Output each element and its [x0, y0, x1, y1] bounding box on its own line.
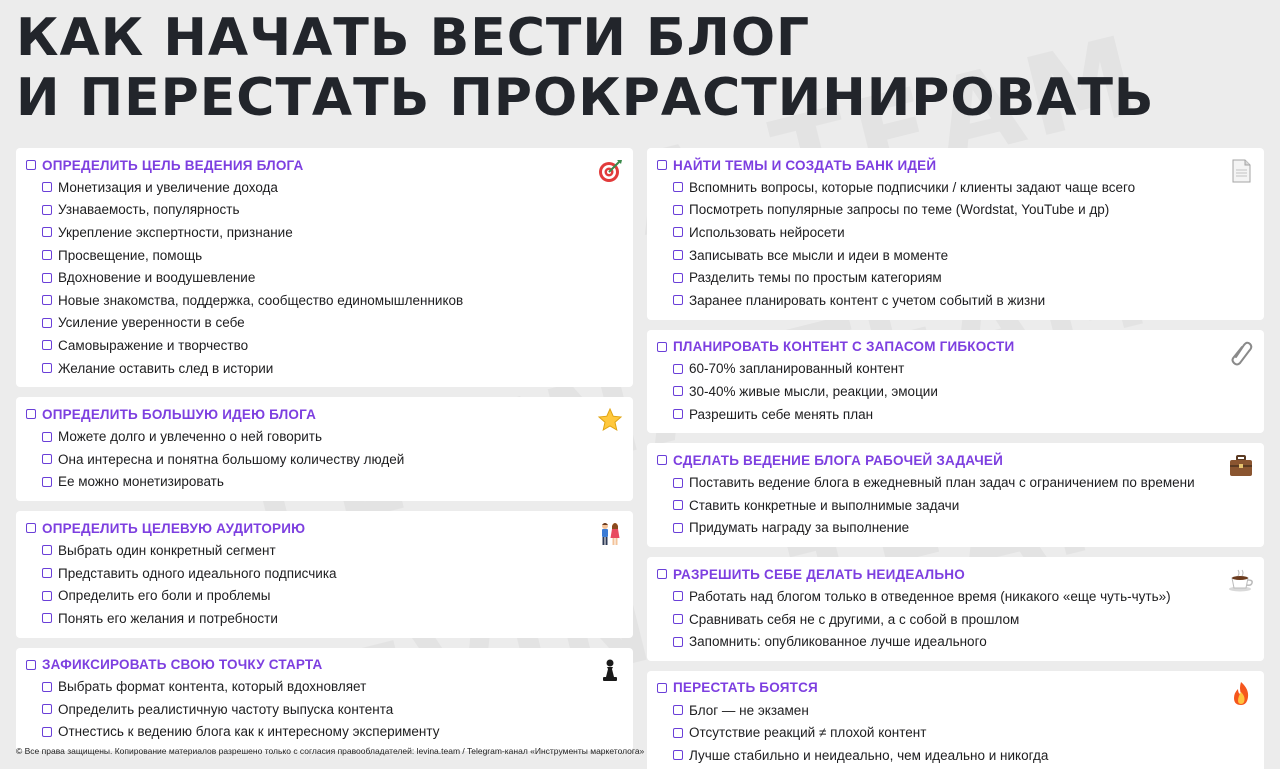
checkbox[interactable]	[42, 568, 52, 578]
checklist-item-label: Узнаваемость, популярность	[58, 202, 240, 218]
checklist-item	[673, 176, 1254, 199]
checklist-item	[673, 630, 1254, 653]
checklist-item-label: Просвещение, помощь	[58, 247, 203, 263]
card-title: ПЕРЕСТАТЬ БОЯТСЯ	[673, 680, 818, 696]
document-icon	[1228, 158, 1254, 184]
people-icon	[597, 521, 623, 547]
checkbox[interactable]	[673, 614, 683, 624]
checklist-item-label: Ставить конкретные и выполнимые задачи	[689, 497, 960, 513]
checklist-item	[673, 403, 1254, 426]
checklist-card	[16, 148, 633, 387]
checkbox[interactable]	[673, 250, 683, 260]
checkbox[interactable]	[42, 205, 52, 215]
checklist-item	[42, 266, 623, 289]
checklist-item	[673, 289, 1254, 312]
checklist	[657, 471, 1254, 539]
card-header	[657, 563, 1254, 585]
checklist-item	[42, 425, 623, 448]
checkbox[interactable]	[673, 705, 683, 715]
card-header	[26, 654, 623, 676]
card-title: СДЕЛАТЬ ВЕДЕНИЕ БЛОГА РАБОЧЕЙ ЗАДАЧЕЙ	[673, 452, 1004, 468]
checklist-item	[42, 539, 623, 562]
checklist-item	[42, 312, 623, 335]
checklist-item-label: Выбрать один конкретный сегмент	[58, 542, 276, 558]
checklist	[657, 358, 1254, 426]
page-title-line-2: И ПЕРЕСТАТЬ ПРОКРАСТИНИРОВАТЬ	[16, 68, 1155, 128]
checkbox[interactable]	[42, 454, 52, 464]
checkbox[interactable]	[673, 409, 683, 419]
card-title: РАЗРЕШИТЬ СЕБЕ ДЕЛАТЬ НЕИДЕАЛЬНО	[673, 566, 965, 582]
checklist-card	[16, 648, 633, 752]
checklist-item	[673, 699, 1254, 722]
checklist-item	[673, 244, 1254, 267]
checklist-card	[647, 671, 1264, 769]
checklist-item-label: Понять его желания и потребности	[58, 610, 278, 626]
checklist-item-label: Желание оставить след в истории	[58, 360, 274, 376]
checklist-item	[42, 607, 623, 630]
checkbox[interactable]	[42, 318, 52, 328]
checklist-item	[42, 176, 623, 199]
checklist-item	[42, 289, 623, 312]
checkbox[interactable]	[673, 750, 683, 760]
checklist-item-label: Отсутствие реакций ≠ плохой контент	[689, 725, 927, 741]
checklist-item-label: Усиление уверенности в себе	[58, 315, 245, 331]
checklist-item	[673, 358, 1254, 381]
checklist-item-label: Работать над блогом только в отведенное время (никакого «еще чуть-чуть»)	[689, 588, 1171, 604]
checkbox[interactable]	[42, 182, 52, 192]
checklist-item-label: Монетизация и увеличение дохода	[58, 179, 278, 195]
checklist-item	[42, 244, 623, 267]
card-header	[26, 154, 623, 176]
checkbox[interactable]	[42, 363, 52, 373]
fire-icon	[1228, 681, 1254, 707]
checklist-item	[42, 471, 623, 494]
checkbox[interactable]	[42, 250, 52, 260]
checklist-item	[42, 199, 623, 222]
checklist-item	[42, 448, 623, 471]
checklist-item-label: Можете долго и увлеченно о ней говорить	[58, 429, 322, 445]
checklist-item-label: Укрепление экспертности, признание	[58, 224, 293, 240]
page-title	[16, 8, 1155, 128]
checklist-card	[647, 330, 1264, 434]
chess-pawn-icon	[597, 658, 623, 684]
coffee-icon	[1228, 567, 1254, 593]
checkbox[interactable]	[657, 342, 667, 352]
right-column	[647, 148, 1264, 769]
checklist-item-label: Придумать награду за выполнение	[689, 520, 910, 536]
checklist-item	[673, 722, 1254, 745]
page-title-line-1: КАК НАЧАТЬ ВЕСТИ БЛОГ	[16, 8, 811, 68]
checklist-item-label: 30-40% живые мысли, реакции, эмоции	[689, 383, 938, 399]
left-column	[16, 148, 633, 761]
checklist-item-label: Разделить темы по простым категориям	[689, 270, 942, 286]
checklist-card	[16, 511, 633, 637]
checklist	[657, 585, 1254, 653]
checkbox[interactable]	[42, 340, 52, 350]
checklist-item-label: Использовать нейросети	[689, 224, 845, 240]
target-icon	[597, 158, 623, 184]
checkbox[interactable]	[673, 295, 683, 305]
checklist-item-label: Отнестись к ведению блога как к интересному эксперименту	[58, 724, 440, 740]
card-header	[657, 449, 1254, 471]
checkbox[interactable]	[26, 660, 36, 670]
checklist-item	[673, 494, 1254, 517]
checkbox[interactable]	[42, 591, 52, 601]
checkbox[interactable]	[673, 591, 683, 601]
checkbox[interactable]	[42, 545, 52, 555]
checklist	[26, 425, 623, 493]
card-title: ПЛАНИРОВАТЬ КОНТЕНТ С ЗАПАСОМ ГИБКОСТИ	[673, 339, 1015, 355]
checklist	[657, 699, 1254, 767]
checklist-item-label: 60-70% запланированный контент	[689, 361, 905, 377]
checkbox[interactable]	[673, 227, 683, 237]
checklist-item-label: Заранее планировать контент с учетом событий в жизни	[689, 292, 1046, 308]
checkbox[interactable]	[657, 569, 667, 579]
card-title: ОПРЕДЕЛИТЬ ЦЕЛЕВУЮ АУДИТОРИЮ	[42, 520, 306, 536]
checklist-item-label: Определить реалистичную частоту выпуска контента	[58, 701, 394, 717]
checkbox[interactable]	[673, 205, 683, 215]
card-title: ЗАФИКСИРОВАТЬ СВОЮ ТОЧКУ СТАРТА	[42, 657, 323, 672]
copyright-footer: © Все права защищены. Копирование материалов разрешено только с согласия правообладателей: levina.team / Telegram-канал «Инструменты маркетолога»	[16, 746, 645, 756]
checklist-item-label: Блог — не экзамен	[689, 702, 809, 718]
checklist-item	[673, 744, 1254, 767]
checklist	[26, 176, 623, 379]
checklist-item	[42, 221, 623, 244]
checklist-item-label: Разрешить себе менять план	[689, 406, 874, 422]
checkbox[interactable]	[42, 477, 52, 487]
checkbox[interactable]	[673, 637, 683, 647]
card-header	[657, 677, 1254, 699]
checklist-item	[42, 721, 623, 744]
checkbox[interactable]	[673, 500, 683, 510]
checklist-item	[42, 357, 623, 380]
checkbox[interactable]	[42, 682, 52, 692]
checkbox[interactable]	[673, 273, 683, 283]
checkbox[interactable]	[26, 523, 36, 533]
checklist-item-label: Она интересна и понятна большому количеству людей	[58, 451, 405, 467]
checklist-card	[16, 397, 633, 501]
checkbox[interactable]	[673, 182, 683, 192]
card-title: ОПРЕДЕЛИТЬ БОЛЬШУЮ ИДЕЮ БЛОГА	[42, 406, 317, 422]
checklist-card	[647, 557, 1264, 661]
checkbox[interactable]	[42, 432, 52, 442]
checklist-item-label: Лучше стабильно и неидеально, чем идеально и никогда	[689, 747, 1049, 763]
checkbox[interactable]	[42, 727, 52, 737]
checkbox[interactable]	[673, 728, 683, 738]
checklist-item-label: Вспомнить вопросы, которые подписчики / клиенты задают чаще всего	[689, 179, 1136, 195]
checklist-item-label: Ее можно монетизировать	[58, 474, 224, 490]
checkbox[interactable]	[42, 704, 52, 714]
checklist-item-label: Сравнивать себя не с другими, а с собой в прошлом	[689, 611, 1020, 627]
checkbox[interactable]	[42, 227, 52, 237]
checklist-item	[42, 334, 623, 357]
checkbox[interactable]	[657, 455, 667, 465]
checklist	[26, 539, 623, 629]
checklist-item	[42, 584, 623, 607]
checkbox[interactable]	[42, 613, 52, 623]
checklist-item	[673, 380, 1254, 403]
checkbox[interactable]	[673, 364, 683, 374]
checklist-item	[673, 266, 1254, 289]
checklist	[26, 676, 623, 744]
checkbox[interactable]	[673, 478, 683, 488]
checklist-card	[647, 443, 1264, 547]
checkbox[interactable]	[26, 160, 36, 170]
checkbox[interactable]	[657, 683, 667, 693]
checklist-item-label: Новые знакомства, поддержка, сообщество единомышленников	[58, 292, 464, 308]
card-header	[26, 517, 623, 539]
card-title: ОПРЕДЕЛИТЬ ЦЕЛЬ ВЕДЕНИЯ БЛОГА	[42, 157, 304, 173]
checklist-item	[673, 221, 1254, 244]
checklist-item	[673, 471, 1254, 494]
checklist-item	[42, 698, 623, 721]
checkbox[interactable]	[42, 273, 52, 283]
checkbox[interactable]	[657, 160, 667, 170]
paperclip-icon	[1228, 340, 1254, 366]
checkbox[interactable]	[42, 295, 52, 305]
checklist-item	[673, 517, 1254, 540]
card-header	[657, 154, 1254, 176]
checkbox[interactable]	[673, 523, 683, 533]
briefcase-icon	[1228, 453, 1254, 479]
checklist-item	[673, 585, 1254, 608]
checklist-item-label: Поставить ведение блога в ежедневный план задач с ограничением по времени	[689, 475, 1195, 491]
checklist-item-label: Выбрать формат контента, который вдохновляет	[58, 679, 367, 695]
checklist-item-label: Вдохновение и воодушевление	[58, 270, 256, 286]
checklist-item	[42, 676, 623, 699]
star-icon	[597, 407, 623, 433]
card-header	[657, 336, 1254, 358]
checklist-item	[42, 562, 623, 585]
checklist-item-label: Посмотреть популярные запросы по теме (Wordstat, YouTube и др)	[689, 202, 1110, 218]
card-header	[26, 403, 623, 425]
checklist-card	[647, 148, 1264, 320]
checkbox[interactable]	[26, 409, 36, 419]
checklist-item-label: Определить его боли и проблемы	[58, 588, 271, 604]
checklist	[657, 176, 1254, 312]
checklist-item-label: Записывать все мысли и идеи в моменте	[689, 247, 949, 263]
checklist-item-label: Самовыражение и творчество	[58, 337, 249, 353]
checklist-item	[673, 608, 1254, 631]
checkbox[interactable]	[673, 386, 683, 396]
checklist-item-label: Представить одного идеального подписчика	[58, 565, 337, 581]
card-title: НАЙТИ ТЕМЫ И СОЗДАТЬ БАНК ИДЕЙ	[673, 157, 937, 173]
checklist-item-label: Запомнить: опубликованное лучше идеального	[689, 634, 987, 650]
checklist-item	[673, 199, 1254, 222]
